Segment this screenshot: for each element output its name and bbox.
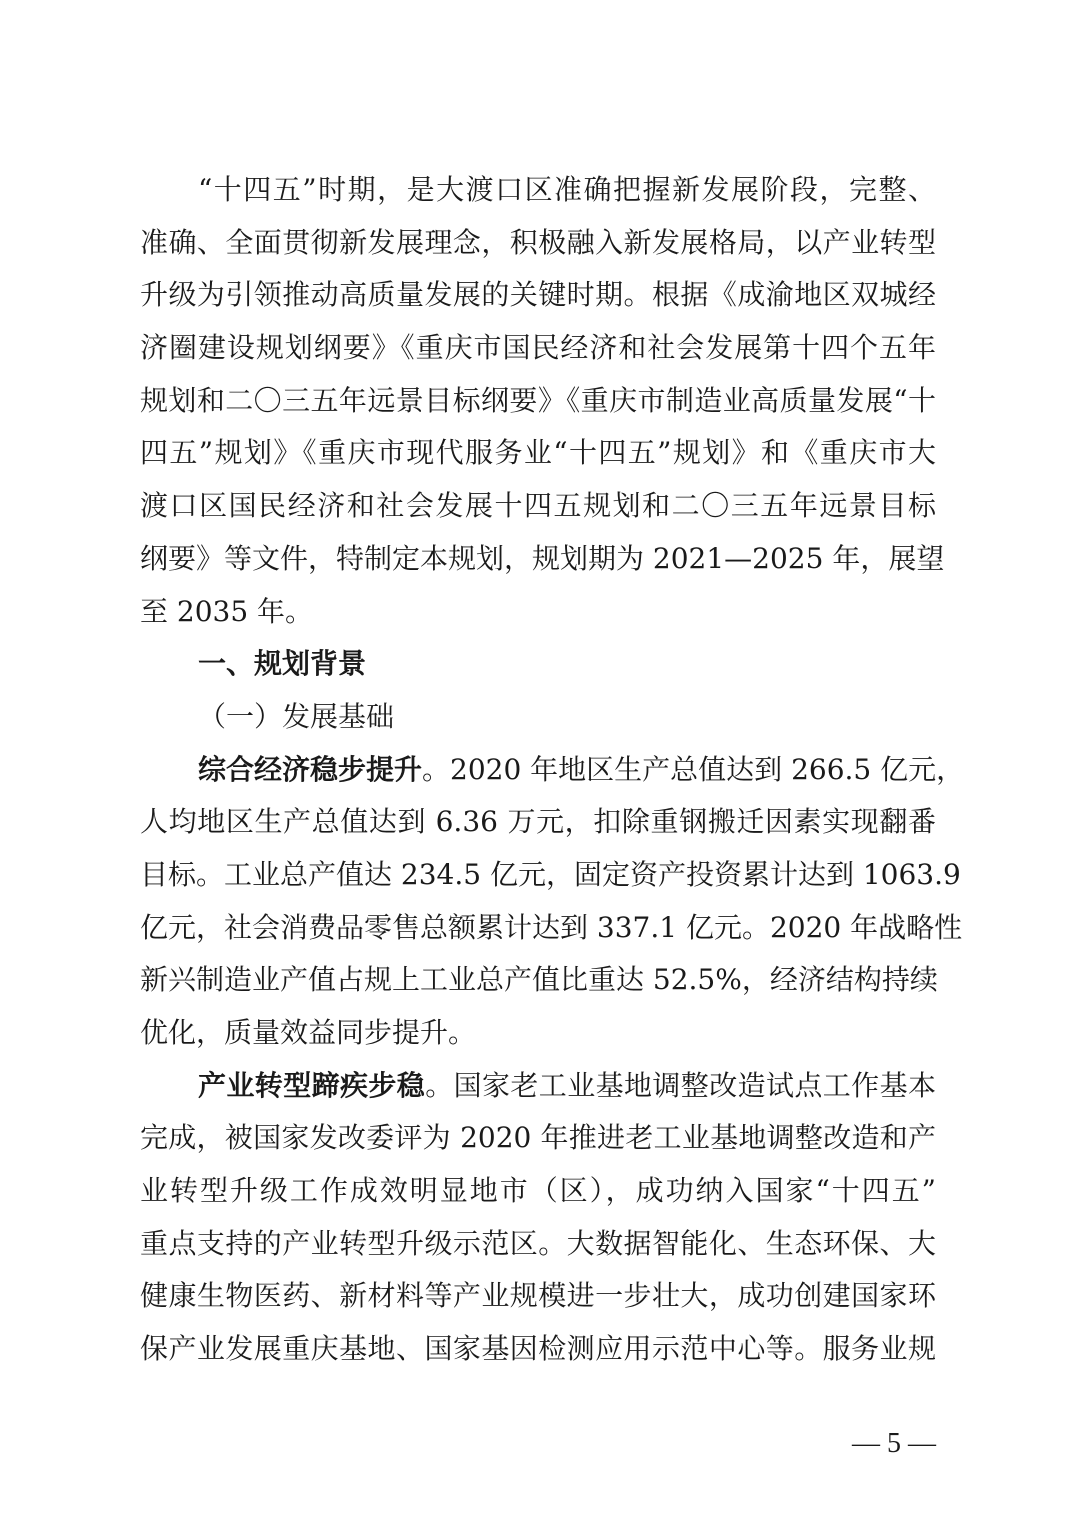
- line-text: 四五”规划》《重庆市现代服务业“十四五”规划》和《重庆市大: [140, 436, 936, 470]
- line-text: 。2020 年地区生产总值达到 266.5 亿元，: [422, 752, 965, 786]
- paragraph-line: [140, 796, 936, 849]
- paragraph-line: [140, 269, 936, 322]
- line-text: 纲要》等文件，特制定本规划，规划期为 2021—2025 年，展望: [140, 541, 945, 575]
- line-text: 保产业发展重庆基地、国家基因检测应用示范中心等。服务业规: [140, 1332, 936, 1366]
- document-body: [140, 164, 965, 1376]
- line-text: 优化，质量效益同步提升。: [140, 1016, 477, 1049]
- paragraph-line: [140, 1323, 936, 1376]
- line-text: 济圈建设规划纲要》《重庆市国民经济和社会发展第十四个五年: [140, 331, 936, 365]
- subsection-heading: [140, 691, 936, 744]
- line-text: 重点支持的产业转型升级示范区。大数据智能化、生态环保、大: [140, 1226, 936, 1260]
- paragraph-line: [140, 217, 936, 270]
- line-text: 目标。工业总产值达 234.5 亿元，固定资产投资累计达到 1063.9: [140, 857, 961, 891]
- line-text: “十四五”时期，是大渡口区准确把握新发展阶段，完整、: [198, 173, 936, 206]
- paragraph-line: [140, 902, 963, 955]
- paragraph-lead: 综合经济稳步提升: [198, 752, 423, 786]
- paragraph-line: [140, 954, 936, 1007]
- line-text: 业转型升级工作成效明显地市（区），成功纳入国家“十四五”: [140, 1174, 936, 1208]
- paragraph-line: [140, 1218, 936, 1271]
- line-text: 新兴制造业产值占规上工业总产值比重达 52.5%，经济结构持续: [140, 963, 938, 997]
- line-text: 健康生物医药、新材料等产业规模进一步壮大，成功创建国家环: [140, 1279, 936, 1313]
- line-text: 。国家老工业基地调整改造试点工作基本: [425, 1068, 936, 1102]
- line-text: 完成，被国家发改委评为 2020 年推进老工业基地调整改造和产: [140, 1121, 936, 1155]
- line-text: （一）发展基础: [198, 699, 395, 733]
- paragraph-line: [140, 533, 945, 586]
- paragraph-line: [140, 1270, 936, 1323]
- paragraph-line: [140, 849, 961, 902]
- page-number: — 5 —: [852, 1428, 936, 1459]
- paragraph-line: [140, 744, 965, 797]
- line-text: 升级为引领推动高质量发展的关键时期。根据《成渝地区双城经: [140, 278, 936, 312]
- paragraph-line: [140, 1112, 936, 1165]
- line-text: 人均地区生产总值达到 6.36 万元，扣除重钢搬迁因素实现翻番: [140, 805, 936, 839]
- line-text: 一、规划背景: [198, 647, 367, 681]
- line-text: 至 2035 年。: [140, 594, 314, 628]
- paragraph-line: [140, 480, 936, 533]
- paragraph-line: [140, 427, 936, 480]
- line-text: 准确、全面贯彻新发展理念，积极融入新发展格局，以产业转型: [140, 225, 936, 259]
- paragraph-line: [140, 322, 936, 375]
- section-heading: [140, 638, 936, 691]
- line-text: 亿元，社会消费品零售总额累计达到 337.1 亿元。2020 年战略性: [140, 910, 963, 944]
- paragraph-line: [140, 586, 936, 639]
- paragraph-line: [140, 1060, 936, 1113]
- paragraph-line: [140, 1007, 936, 1060]
- line-text: 规划和二〇三五年远景目标纲要》《重庆市制造业高质量发展“十: [140, 383, 936, 417]
- paragraph-lead: 产业转型蹄疾步稳: [198, 1068, 426, 1102]
- paragraph-line: [140, 164, 936, 217]
- paragraph-line: [140, 375, 936, 428]
- line-text: 渡口区国民经济和社会发展十四五规划和二〇三五年远景目标: [140, 489, 936, 523]
- paragraph-line: [140, 1165, 936, 1218]
